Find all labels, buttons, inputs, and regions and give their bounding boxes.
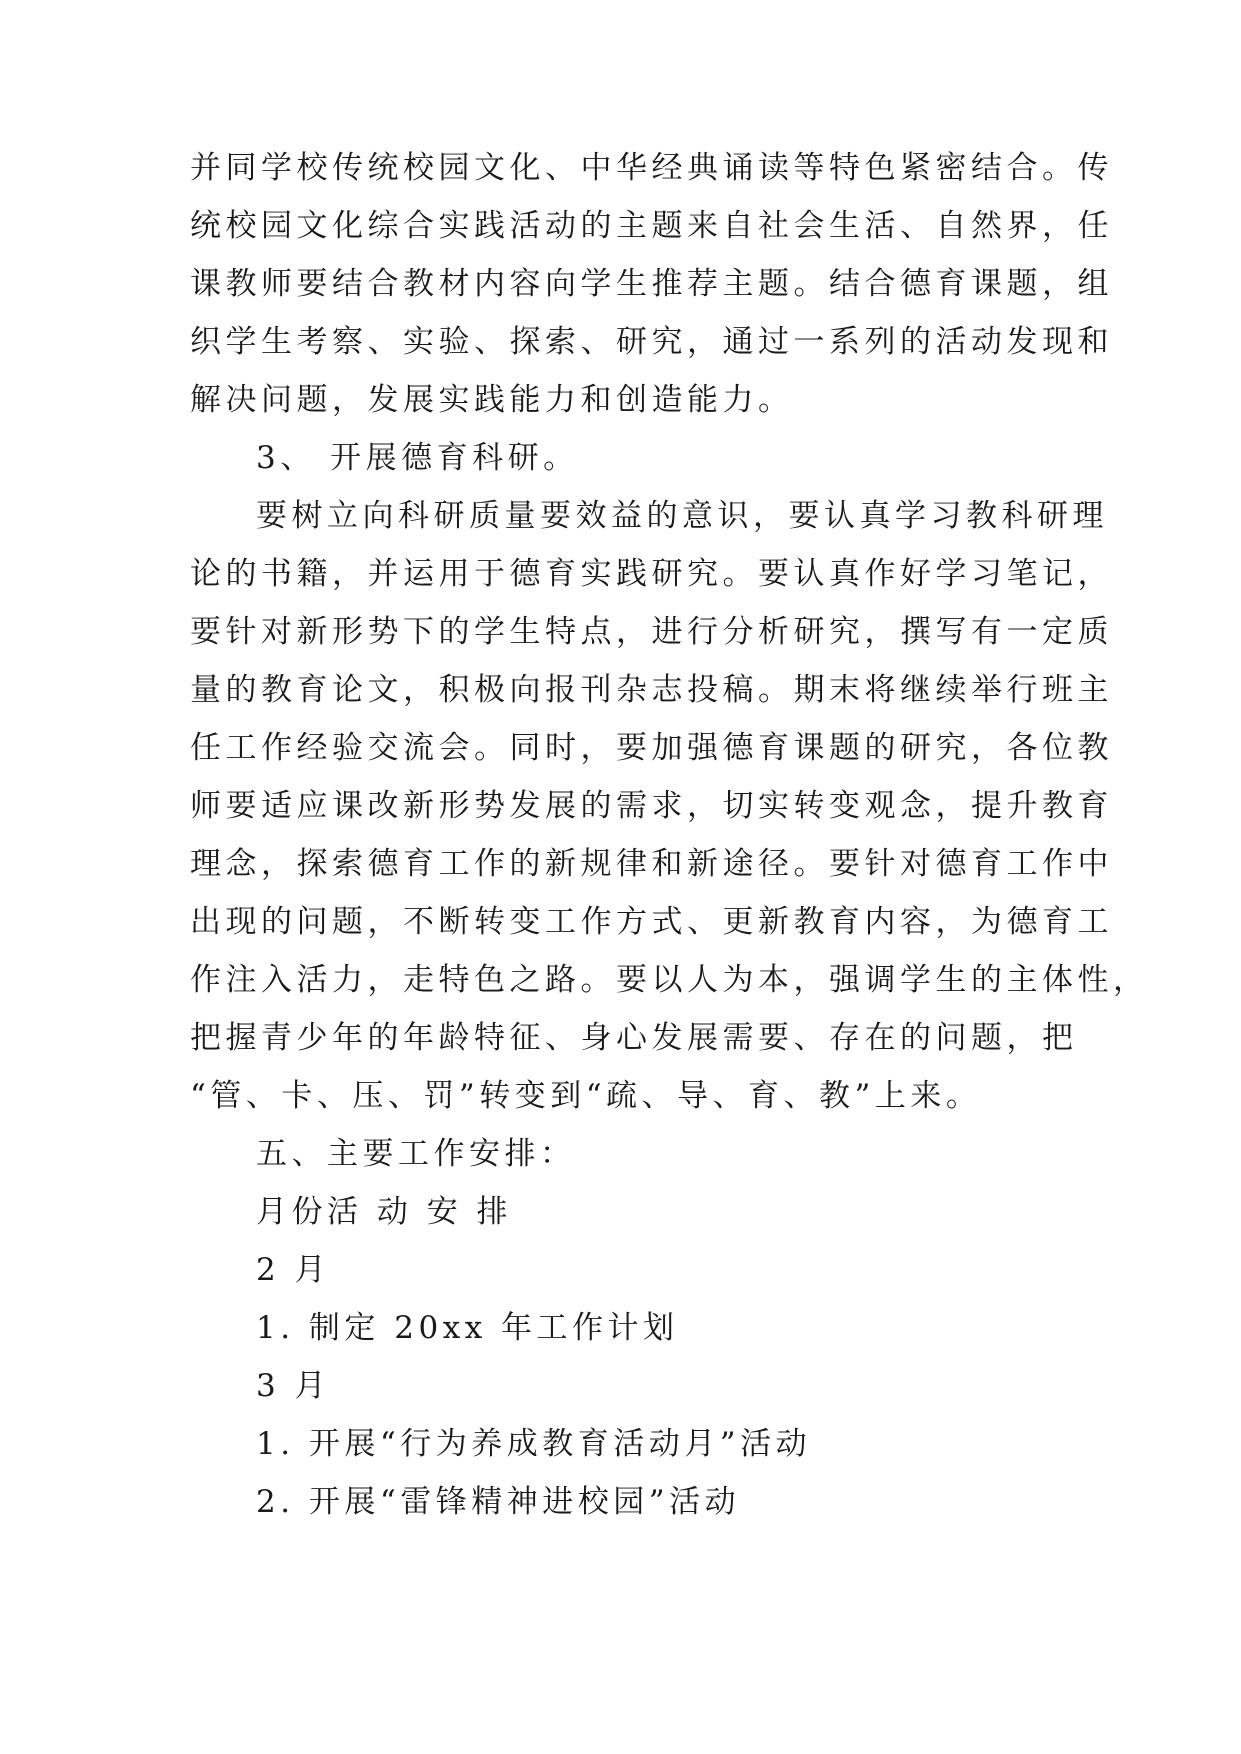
text-line: 论的书籍，并运用于德育实践研究。要认真作好学习笔记， [190, 556, 1113, 592]
text-line: 理念，探索德育工作的新规律和新途径。要针对德育工作中 [190, 846, 1113, 882]
text-line: 师要适应课改新形势发展的需求，切实转变观念，提升教育 [190, 788, 1113, 824]
text-line: 织学生考察、实验、探索、研究，通过一系列的活动发现和 [190, 324, 1113, 360]
text-line: 任工作经验交流会。同时，要加强德育课题的研究，各位教 [190, 730, 1113, 766]
text-line: 要针对新形势下的学生特点，进行分析研究，撰写有一定质 [190, 614, 1113, 650]
text-line: 量的教育论文，积极向报刊杂志投稿。期末将继续举行班主 [190, 672, 1113, 708]
text-line: 要树立向科研质量要效益的意识，要认真学习教科研理 [256, 498, 1108, 534]
text-line: 统校园文化综合实践活动的主题来自社会生活、自然界，任 [190, 208, 1113, 244]
schedule-item: 1. 开展“行为养成教育活动月”活动 [256, 1426, 812, 1462]
text-line: “管、卡、压、罚”转变到“疏、导、育、教”上来。 [190, 1078, 982, 1114]
schedule-item: 2. 开展“雷锋精神进校园”活动 [256, 1484, 741, 1520]
schedule-item: 1. 制定 20xx 年工作计划 [256, 1310, 679, 1346]
text-line: 解决问题，发展实践能力和创造能力。 [190, 382, 794, 418]
section-heading: 五、主要工作安排： [256, 1136, 576, 1172]
text-line: 出现的问题，不断转变工作方式、更新教育内容，为德育工 [190, 904, 1113, 940]
schedule-month: 2 月 [256, 1252, 331, 1288]
schedule-header: 月份活 动 安 排 [256, 1194, 513, 1230]
text-line: 作注入活力，走特色之路。要以人为本，强调学生的主体性， [190, 962, 1149, 998]
text-line: 课教师要结合教材内容向学生推荐主题。结合德育课题，组 [190, 266, 1113, 302]
text-line: 把握青少年的年龄特征、身心发展需要、存在的问题，把 [190, 1020, 1078, 1056]
section-heading: 3、 开展德育科研。 [256, 440, 579, 476]
schedule-month: 3 月 [256, 1368, 331, 1404]
text-line: 并同学校传统校园文化、中华经典诵读等特色紧密结合。传 [190, 150, 1113, 186]
